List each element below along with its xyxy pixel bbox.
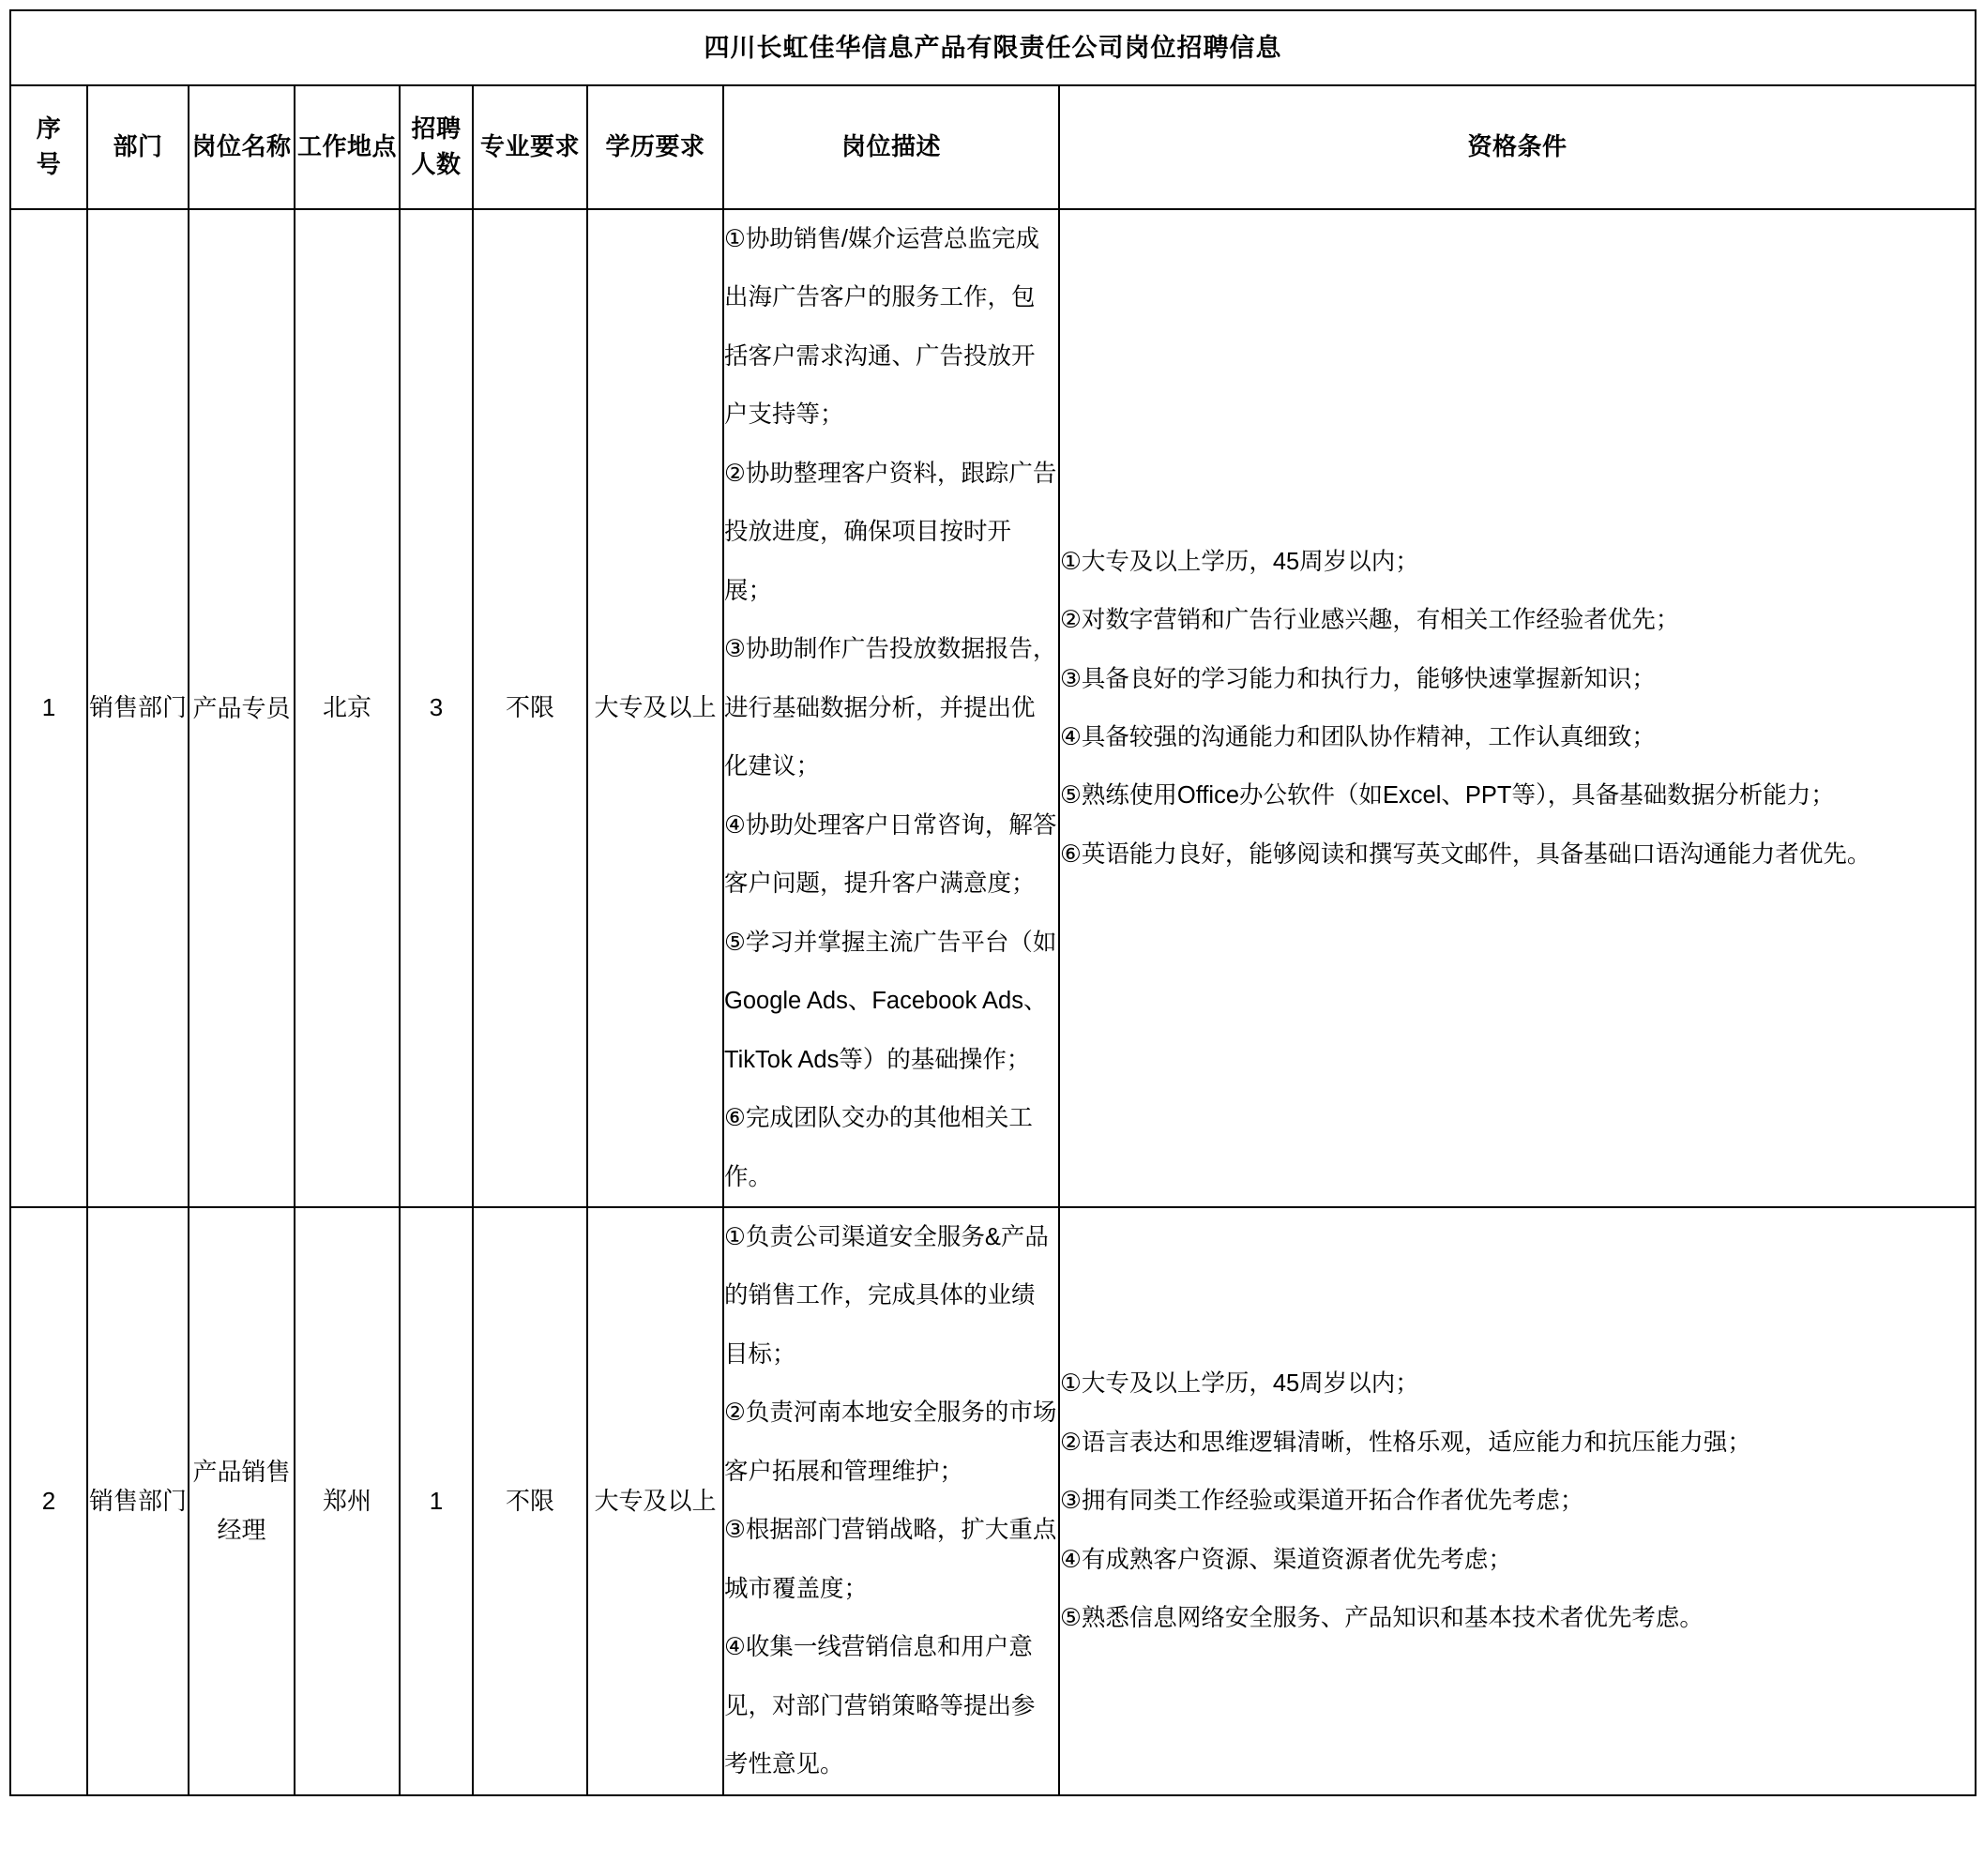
paragraph: ②对数字营销和广告行业感兴趣，有相关工作经验者优先； [1060,607,1680,634]
cell-index: 2 [10,1207,87,1795]
column-header-index-line2: 号 [36,150,62,178]
column-header-major-requirement: 专业要求 [473,85,587,209]
paragraph: ④有成熟客户资源、渠道资源者优先考虑； [1060,1546,1512,1573]
cell-education-requirement: 大专及以上 [587,209,723,1207]
paragraph: ③根据部门营销战略，扩大重点城市覆盖度； [724,1517,1057,1602]
document-title: 四川长虹佳华信息产品有限责任公司岗位招聘信息 [10,10,1976,85]
cell-job-description [723,1207,1059,1795]
paragraph: ⑤熟练使用Office办公软件（如Excel、PPT等），具备基础数据分析能力； [1060,782,1835,809]
table-row [10,209,1976,1207]
cell-qualifications [1059,209,1976,1207]
table-row [10,1207,1976,1795]
column-header-headcount [400,85,473,209]
paragraph: ⑤学习并掌握主流广告平台（如Google Ads、Facebook Ads、TikTok Ads等）的基础操作； [724,929,1057,1073]
paragraph: ①大专及以上学历，45周岁以内； [1060,1370,1419,1398]
paragraph: ⑥完成团队交办的其他相关工作。 [724,1105,1033,1190]
paragraph: ④具备较强的沟通能力和团队协作精神，工作认真细致； [1060,723,1656,750]
cell-major-requirement: 不限 [473,209,587,1207]
paragraph: ③协助制作广告投放数据报告，进行基础数据分析，并提出优化建议； [724,636,1057,780]
cell-job-description [723,209,1059,1207]
column-header-department: 部门 [87,85,189,209]
paragraph: ⑤熟悉信息网络安全服务、产品知识和基本技术者优先考虑。 [1060,1605,1704,1632]
paragraph: ①协助销售/媒介运营总监完成出海广告客户的服务工作，包括客户需求沟通、广告投放开户支持等； [724,226,1039,429]
paragraph: ③具备良好的学习能力和执行力，能够快速掌握新知识； [1060,665,1656,692]
paragraph: ①大专及以上学历，45周岁以内； [1060,548,1419,575]
cell-education-requirement: 大专及以上 [587,1207,723,1795]
column-header-education-requirement: 学历要求 [587,85,723,209]
cell-index: 1 [10,209,87,1207]
cell-department: 销售部门 [87,209,189,1207]
column-header-job-description: 岗位描述 [723,85,1059,209]
paragraph: ②语言表达和思维逻辑清晰，性格乐观，适应能力和抗压能力强； [1060,1429,1751,1456]
cell-department: 销售部门 [87,1207,189,1795]
column-header-work-location: 工作地点 [295,85,400,209]
cell-qualifications [1059,1207,1976,1795]
paragraph: ①负责公司渠道安全服务&产品的销售工作，完成具体的业绩目标； [724,1223,1049,1368]
title-row [10,10,1976,85]
paragraph: ②协助整理客户资料，跟踪广告投放进度，确保项目按时开展； [724,460,1057,604]
cell-work-location: 北京 [295,209,400,1207]
recruitment-table [9,9,1976,1796]
cell-major-requirement: 不限 [473,1207,587,1795]
paragraph: ③拥有同类工作经验或渠道开拓合作者优先考虑； [1060,1488,1584,1515]
cell-post-name-line2: 经理 [217,1516,266,1545]
paragraph: ②负责河南本地安全服务的市场客户拓展和管理维护； [724,1399,1057,1485]
column-header-index [10,85,87,209]
column-header-qualifications: 资格条件 [1059,85,1976,209]
header-row [10,85,1976,209]
column-header-headcount-line2: 人数 [411,150,462,178]
cell-work-location: 郑州 [295,1207,400,1795]
paragraph: ⑥英语能力良好，能够阅读和撰写英文邮件，具备基础口语沟通能力者优先。 [1060,840,1871,868]
column-header-index-line1: 序 [36,114,62,144]
cell-post-name-line1: 产品专员 [192,693,291,722]
column-header-post-name: 岗位名称 [189,85,295,209]
cell-post-name [189,1207,295,1795]
cell-post-name [189,209,295,1207]
cell-headcount: 3 [400,209,473,1207]
cell-headcount: 1 [400,1207,473,1795]
column-header-headcount-line1: 招聘 [411,114,462,144]
paragraph: ④收集一线营销信息和用户意见，对部门营销策略等提出参考性意见。 [724,1634,1036,1778]
cell-post-name-line1: 产品销售 [192,1457,291,1486]
paragraph: ④协助处理客户日常咨询，解答客户问题，提升客户满意度； [724,811,1057,898]
